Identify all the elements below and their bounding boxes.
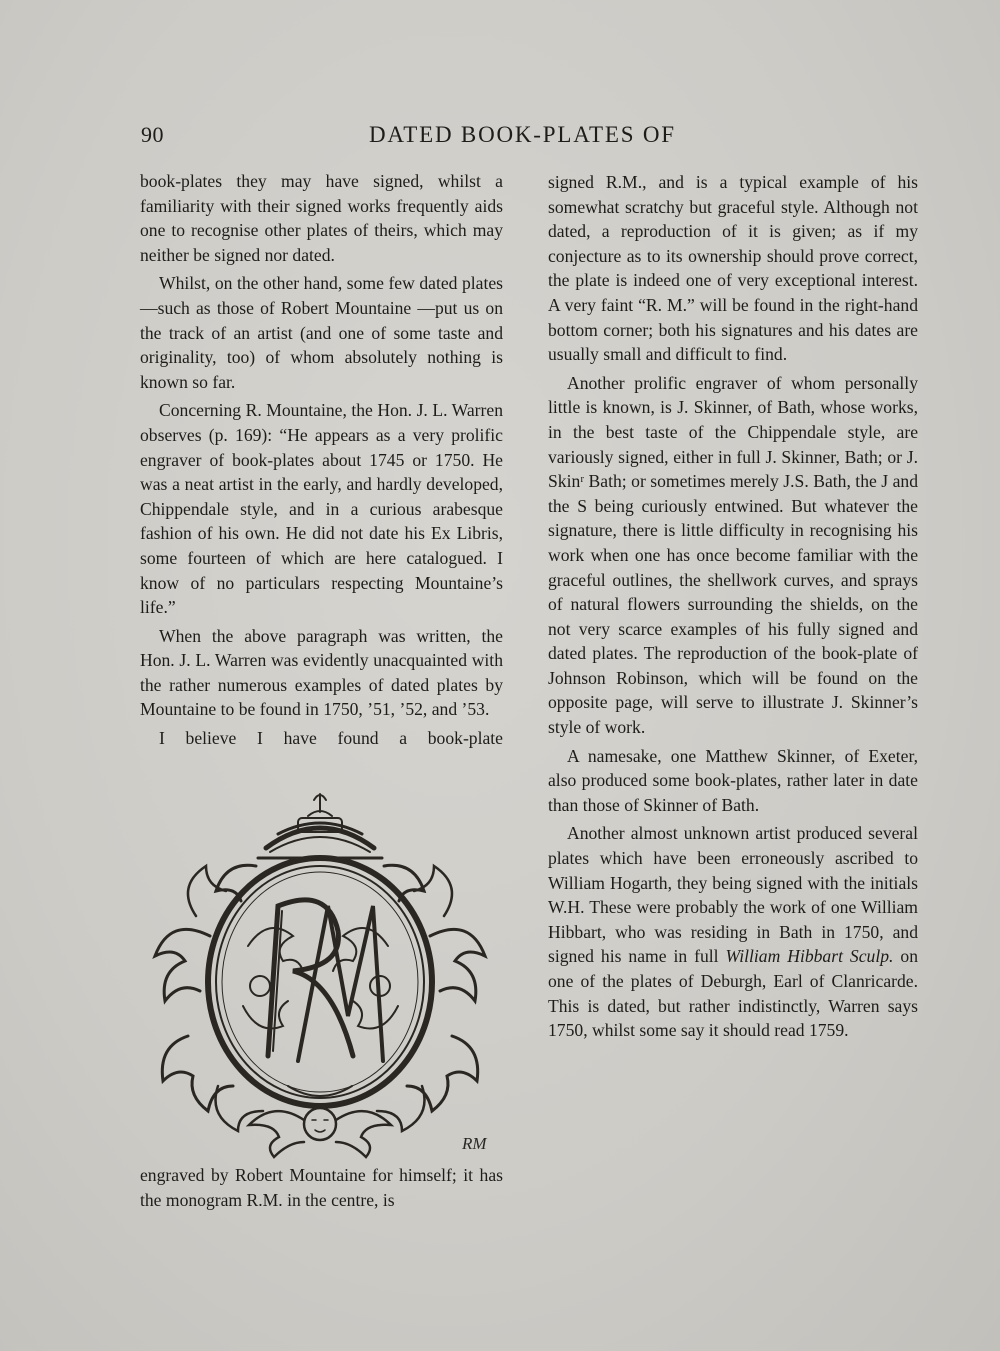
- plate-caption: [140, 1163, 503, 1212]
- right-paragraph-3: A namesake, one Matthew Skinner, of Exeter, also produced some book-plates, rather later in date than those of Skinner of Bath.: [548, 745, 918, 815]
- right-paragraph-1: signed R.M., and is a typical example of his somewhat scratchy but graceful style. Although not dated, a reproduction of it is given; as if my conjecture as to its ownership should prove correct, the plate is indeed one of very exceptional interest. A very faint “R. M.” will be found in the right-hand bottom corner; both his signatures and his dates are usually small and difficult to find.: [548, 172, 918, 365]
- left-column: [140, 169, 503, 751]
- right-paragraph-4: [548, 821, 918, 1042]
- left-paragraph-3: Concerning R. Mountaine, the Hon. J. L. Warren observes (p. 169): “He appears as a very prolific engraver of book-plates about 1745 or 1750. He was a neat artist in the early, and hardly developed, Chippendale style, and in a curious arabesque fashion of his own. He did not date his Ex Libris, some fourteen of which are here catalogued. I know of no particulars respecting Mountaine’s life.”: [140, 400, 503, 618]
- right-column: [548, 170, 918, 1047]
- caption-text: engraved by Robert Mountaine for himself; it has the monogram R.M. in the centre, is: [140, 1165, 503, 1210]
- page-number: 90: [141, 122, 164, 147]
- running-head: DATED BOOK-PLATES OF: [369, 122, 676, 147]
- hibbart-signature-text: William Hibbart Sculp.: [725, 946, 894, 967]
- left-paragraph-1: book-plates they may have signed, whilst a familiarity with their signed works frequently aids one to recognise other plates of theirs, which may neither be signed nor dated.: [140, 171, 503, 265]
- rm-monogram-bookplate-icon: [148, 786, 493, 1172]
- engraver-signature: RM: [462, 1134, 487, 1153]
- left-paragraph-2: Whilst, on the other hand, some few dated plates—such as those of Robert Mountaine —put us on the track of an artist (and one of some taste and originality, too) of whom absolutely nothing is known so far.: [140, 273, 503, 392]
- page-header: [141, 122, 901, 156]
- right-paragraph-2: Another prolific engraver of whom personally little is known, is J. Skinner, of Bath, whose works, in the best taste of the Chippendale style, are variously signed, either in full J. Skinner, Bath; or J. Skinʳ Bath; or sometimes merely J.S. Bath, the J and the S being curiously entwined. But whatever the signature, there is little difficulty in recognising his work when one has once become familiar with the graceful outlines, the shellwork curves, and sprays of natural flowers surrounding the shields, on the not very scarce examples of his fully signed and dated plates. The reproduction of the book-plate of Johnson Robinson, which will be found on the opposite page, will serve to illustrate J. Skinner’s style of work.: [548, 372, 918, 738]
- right-paragraph-4-part-a: Another almost unknown artist produced several plates which have been erroneously ascribed to William Hogarth, they being signed with the initials W.H. These were probably the work of one William Hibbart, who was residing in Bath in 1750, and signed his name in full: [548, 823, 918, 967]
- bookplate-illustration: [148, 786, 493, 1172]
- left-paragraph-5: I believe I have found a book-plate: [159, 728, 503, 749]
- left-paragraph-4: When the above paragraph was written, the Hon. J. L. Warren was evidently unacquainted with the rather numerous examples of dated plates by Mountaine to be found in 1750, ’51, ’52, and ’53.: [140, 625, 503, 720]
- right-paragraph-4-part-b: on one of the plates of Deburgh, Earl of Clanricarde. This is dated, but rather indistinctly, Warren says 1750, whilst some say it should read 1759.: [548, 946, 918, 1041]
